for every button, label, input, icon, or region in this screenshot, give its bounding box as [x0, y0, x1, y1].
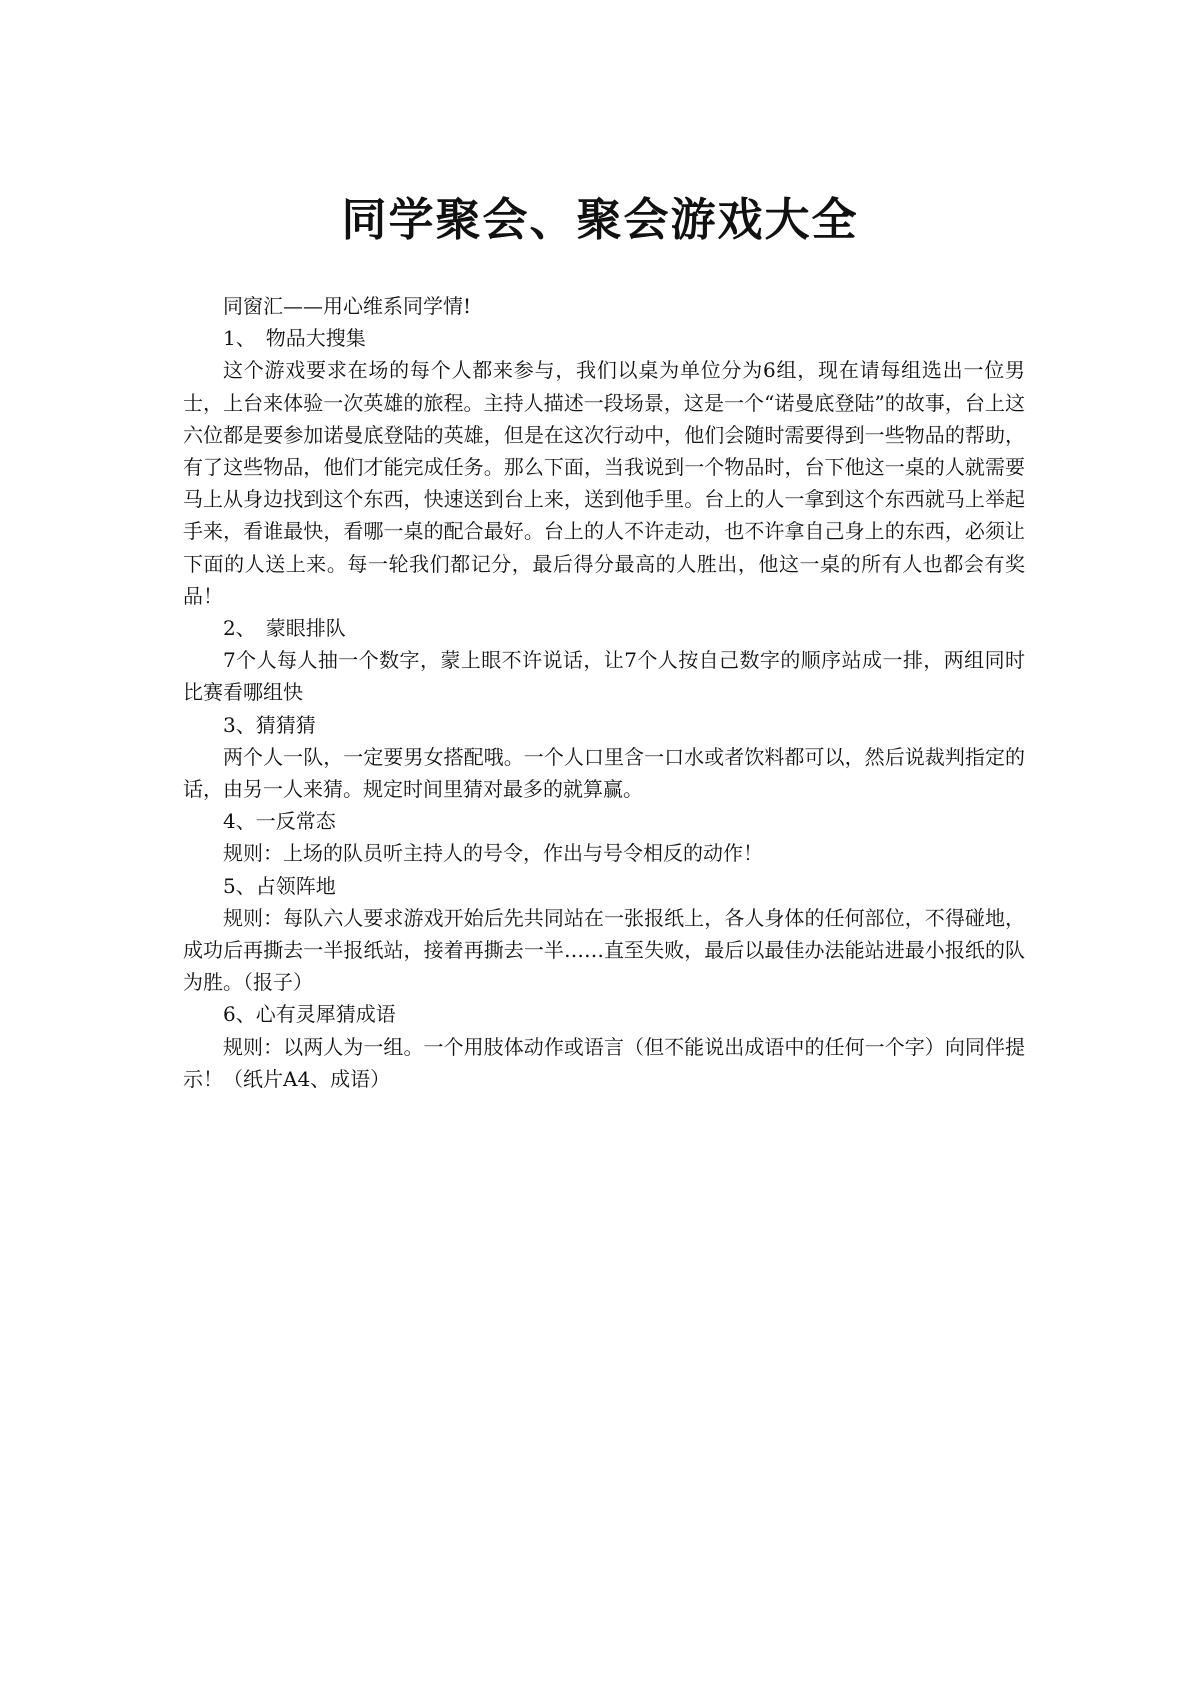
- section-body-4: 规则：上场的队员听主持人的号令，作出与号令相反的动作！: [223, 841, 763, 866]
- section-body-2: 7个人每人抽一个数字，蒙上眼不许说话，让7个人按自己数字的顺序站成一排，两组同时比赛看哪组快: [183, 648, 1025, 705]
- section-heading-6: 6、心有灵犀猜成语: [223, 1002, 396, 1027]
- section-heading-4: 4、一反常态: [223, 809, 336, 834]
- section-body-3: 两个人一队，一定要男女搭配哦。一个人口里含一口水或者饮料都可以，然后说裁判指定的话，由另一人来猜。规定时间里猜对最多的就算赢。: [183, 744, 1025, 802]
- section-heading-1: 1、 物品大搜集: [223, 326, 366, 351]
- section-heading-2: 2、 蒙眼排队: [223, 616, 346, 641]
- section-heading-3: 3、猜猜猜: [223, 712, 316, 737]
- section-body-6: 规则：以两人为一组。一个用肢体动作或语言（但不能说出成语中的任何一个字）向同伴提示！（纸片A4、成语）: [183, 1034, 1025, 1091]
- section-body-5: 规则：每队六人要求游戏开始后先共同站在一张报纸上，各人身体的任何部位，不得碰地，成功后再撕去一半报纸站，接着再撕去一半……直至失败，最后以最佳办法能站进最小报纸的队为胜。（报子）: [183, 905, 1025, 995]
- intro-line: 同窗汇——用心维系同学情!: [223, 294, 472, 318]
- document-body: [183, 290, 1025, 1095]
- section-body-1: 这个游戏要求在场的每个人都来参与，我们以桌为单位分为6组，现在请每组选出一位男士，上台来体验一次英雄的旅程。主持人描述一段场景，这是一个“诺曼底登陆”的故事，台上这六位都是要参加诺曼底登陆的英雄，但是在这次行动中，他们会随时需要得到一些物品的帮助，有了这些物品，他们才能完成任务。那么下面，当我说到一个物品时，台下他这一桌的人就需要马上从身边找到这个东西，快速送到台上来，送到他手里。台上的人一拿到这个东西就马上举起手来，看谁最快，看哪一桌的配合最好。台上的人不许走动，也不许拿自己身上的东西，必须让下面的人送上来。每一轮我们都记分，最后得分最高的人胜出，他这一桌的所有人也都会有奖品！: [183, 358, 1025, 608]
- document-title: 同学聚会、聚会游戏大全: [341, 193, 859, 246]
- section-heading-5: 5、占领阵地: [223, 873, 336, 898]
